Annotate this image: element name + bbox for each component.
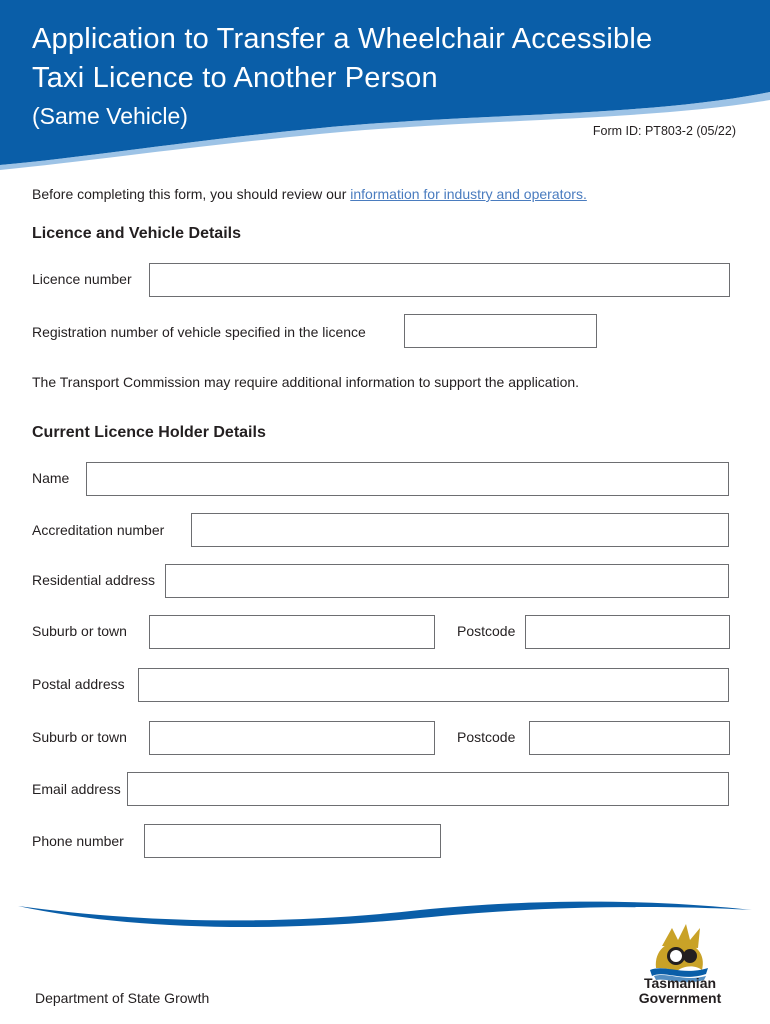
residential-address-label: Residential address: [32, 572, 155, 588]
licence-number-label: Licence number: [32, 271, 132, 287]
intro-sentence: Before completing this form, you should review our: [32, 186, 351, 202]
residential-address-field[interactable]: [165, 564, 729, 598]
holder-section-title: Current Licence Holder Details: [32, 424, 266, 441]
licence-section-title: Licence and Vehicle Details: [32, 225, 241, 242]
logo-line-2: Government: [638, 990, 722, 1006]
suburb-label-2: Suburb or town: [32, 729, 127, 745]
suburb-field-2[interactable]: [149, 721, 435, 755]
transport-commission-note: The Transport Commission may require additional information to support the application.: [32, 374, 580, 390]
accreditation-field[interactable]: [191, 513, 729, 547]
suburb-field-1[interactable]: [149, 615, 435, 649]
accreditation-label: Accreditation number: [32, 522, 165, 538]
form-id: Form ID: PT803-2 (05/22): [592, 124, 736, 138]
intro-text: [32, 186, 587, 202]
suburb-label-1: Suburb or town: [32, 623, 127, 639]
licence-number-field[interactable]: [149, 263, 730, 297]
department-name: Department of State Growth: [35, 990, 210, 1006]
name-label: Name: [32, 470, 70, 486]
title-line-2: Taxi Licence to Another Person: [32, 62, 438, 94]
page-subtitle: (Same Vehicle): [32, 103, 188, 129]
phone-field[interactable]: [144, 824, 441, 858]
postal-address-field[interactable]: [138, 668, 729, 702]
postal-address-label: Postal address: [32, 676, 125, 692]
registration-field[interactable]: [404, 314, 597, 348]
logo-line-1: Tasmanian: [643, 975, 717, 991]
title-line-1: Application to Transfer a Wheelchair Accessible: [32, 23, 653, 55]
postcode-label-1: Postcode: [457, 623, 516, 639]
email-field[interactable]: [127, 772, 729, 806]
industry-info-link[interactable]: information for industry and operators.: [350, 186, 587, 202]
email-label: Email address: [32, 781, 121, 797]
logo-text: [620, 976, 740, 1006]
postcode-label-2: Postcode: [457, 729, 516, 745]
name-field[interactable]: [86, 462, 729, 496]
registration-label: Registration number of vehicle specified in the licence: [32, 324, 366, 340]
phone-label: Phone number: [32, 833, 124, 849]
page-title: [32, 20, 652, 98]
postcode-field-1[interactable]: [525, 615, 730, 649]
postcode-field-2[interactable]: [529, 721, 730, 755]
